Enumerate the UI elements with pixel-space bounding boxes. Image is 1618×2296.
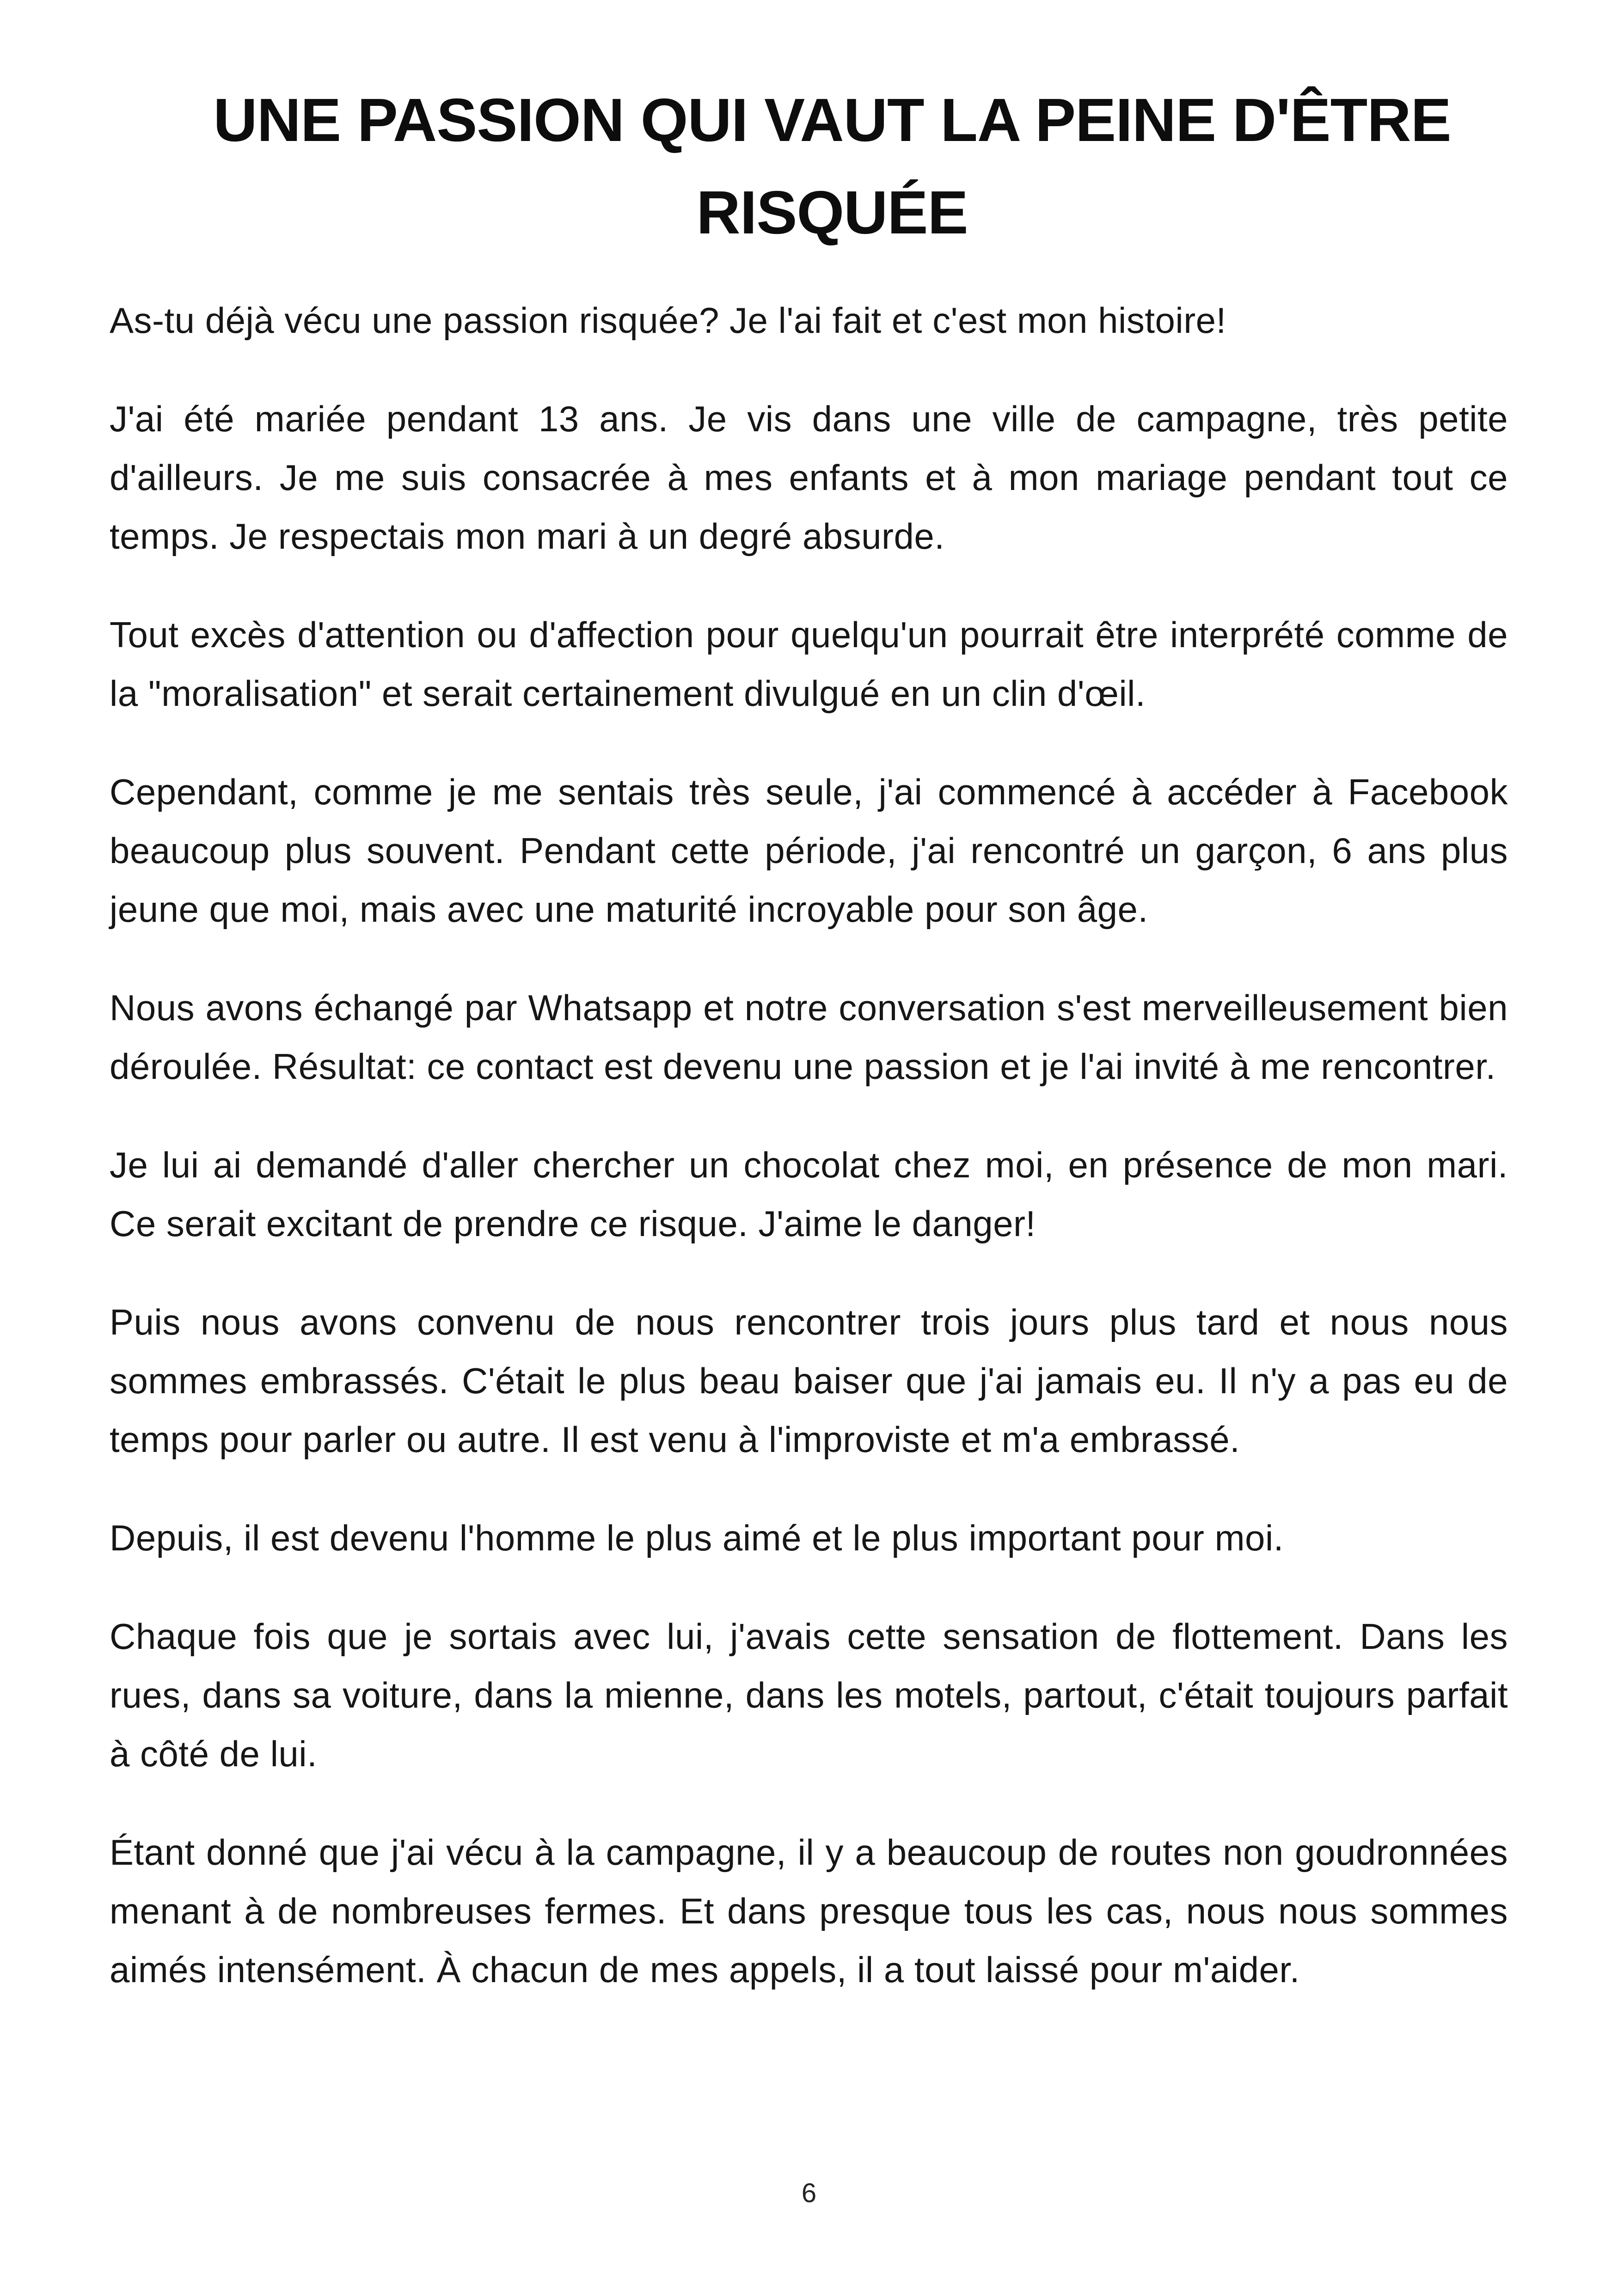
paragraph-9: Chaque fois que je sortais avec lui, j'avais cette sensation de flottement. Dans les rues, dans sa voiture, dans la mienne, dans les motels, partout, c'était toujours parfait à côté de lui.: [110, 1616, 1508, 1774]
paragraph-2: J'ai été mariée pendant 13 ans. Je vis dans une ville de campagne, très petite d'ailleurs. Je me suis consacrée à mes enfants et à mon mariage pendant tout ce temps. Je respectais mon mari à un degré absurde.: [110, 398, 1508, 557]
page-title: UNE PASSION QUI VAUT LA PEINE D'ÊTRE RISQUÉE: [213, 86, 1451, 246]
paragraph-8: Depuis, il est devenu l'homme le plus aimé et le plus important pour moi.: [110, 1518, 1284, 1558]
paragraph-5: Nous avons échangé par Whatsapp et notre conversation s'est merveilleusement bien déroulée. Résultat: ce contact est devenu une passion et je l'ai invité à me rencontrer.: [110, 987, 1508, 1087]
paragraph-6: Je lui ai demandé d'aller chercher un chocolat chez moi, en présence de mon mari. Ce serait excitant de prendre ce risque. J'aime le danger!: [110, 1145, 1508, 1244]
paragraph-1: As-tu déjà vécu une passion risquée? Je l'ai fait et c'est mon histoire!: [110, 300, 1226, 341]
paragraph-3: Tout excès d'attention ou d'affection pour quelqu'un pourrait être interprété comme de la "moralisation" et serait certainement divulgué en un clin d'œil.: [110, 614, 1508, 714]
page-number: 6: [801, 2178, 817, 2208]
paragraph-7: Puis nous avons convenu de nous rencontrer trois jours plus tard et nous nous sommes embrassés. C'était le plus beau baiser que j'ai jamais eu. Il n'y a pas eu de temps pour parler ou autre. Il est venu à l'improviste et m'a embrassé.: [110, 1302, 1508, 1460]
paragraph-4: Cependant, comme je me sentais très seule, j'ai commencé à accéder à Facebook beaucoup plus souvent. Pendant cette période, j'ai rencontré un garçon, 6 ans plus jeune que moi, mais avec une maturité incroyable pour son âge.: [110, 771, 1508, 930]
body-text: [110, 291, 1508, 2039]
paragraph-10: Étant donné que j'ai vécu à la campagne, il y a beaucoup de routes non goudronnées menant à de nombreuses fermes. Et dans presque tous les cas, nous nous sommes aimés intensément. À chacun de mes appels, il a tout laissé pour m'aider.: [110, 1832, 1508, 1990]
